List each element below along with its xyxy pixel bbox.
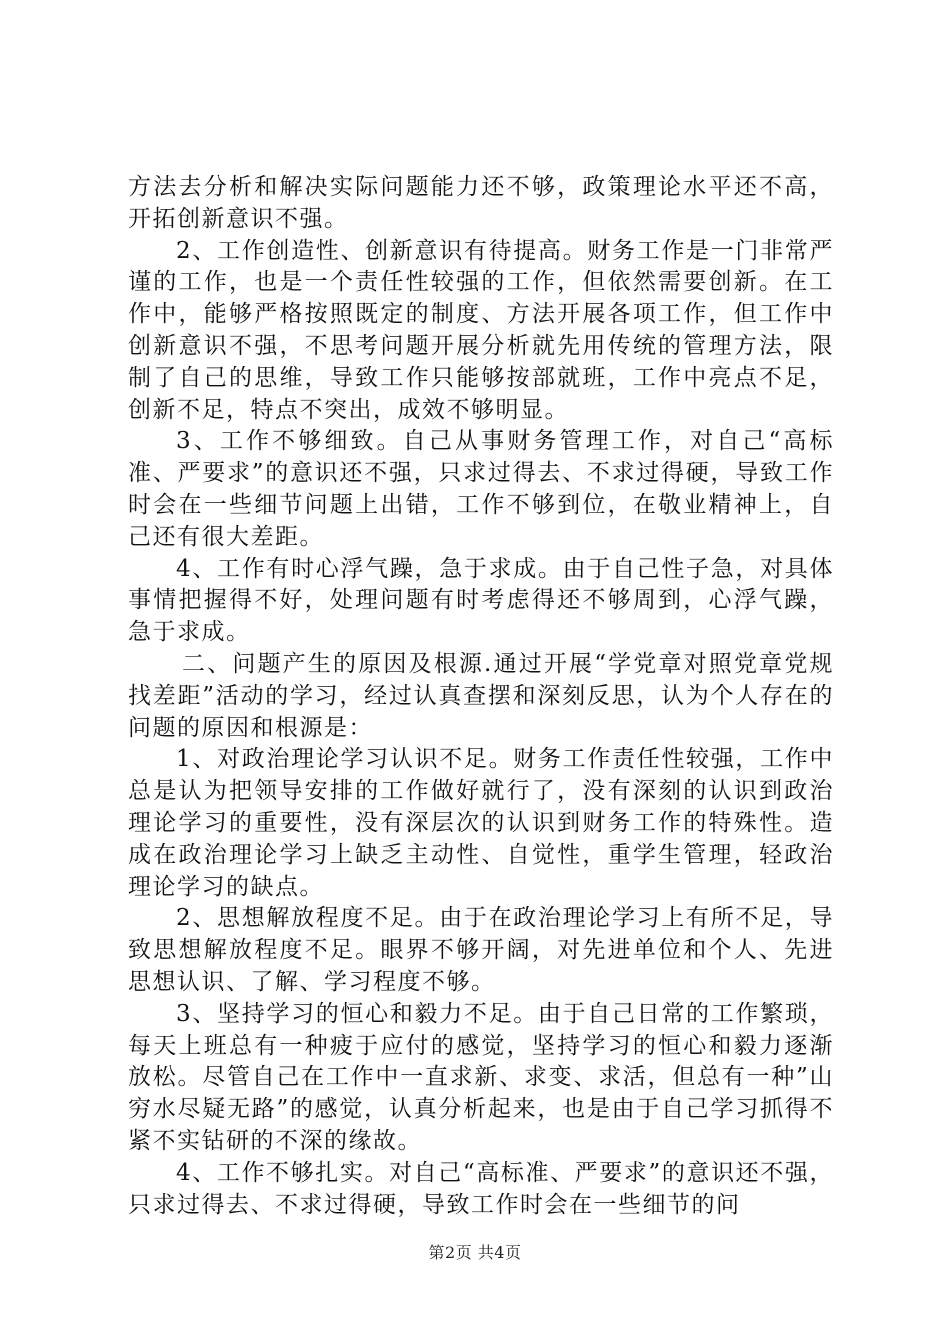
paragraph-cause-1-theory: 1、对政治理论学习认识不足。财务工作责任性较强，工作中总是认为把领导安排的工作做好就行了，没有深刻的认识到政治理论学习的重要性，没有深层次的认识到财务工作的特殊性。造成在政治理论学习上缺乏主动性、自觉性，重学生管理，轻政治理论学习的缺点。 (128, 746, 834, 900)
page-number-footer: 第2页 共4页 (428, 1243, 522, 1262)
paragraph-point-2-innovation: 2、工作创造性、创新意识有待提高。财务工作是一门非常严谨的工作，也是一个责任性较强的工作，但依然需要创新。在工作中，能够严格按照既定的制度、方法开展各项工作，但工作中创新意识不强，不思考问题开展分析就先用传统的管理方法，限制了自己的思维，导致工作只能够按部就班，工作中亮点不足，创新不足，特点不突出，成效不够明显。 (128, 237, 834, 423)
paragraph-cause-4-solidity: 4、工作不够扎实。对自己“高标准、严要求”的意识还不强，只求过得去、不求过得硬，导致工作时会在一些细节的问 (128, 1159, 834, 1218)
paragraph-section-2-causes: 二、问题产生的原因及根源.通过开展“学党章对照党章党规找差距”活动的学习，经过认真查摆和深刻反思，认为个人存在的问题的原因和根源是： (128, 650, 834, 741)
paragraph-point-3-detail: 3、工作不够细致。自己从事财务管理工作，对自己“高标准、严要求”的意识还不强，只求过得去、不求过得硬，导致工作时会在一些细节问题上出错，工作不够到位，在敬业精神上，自己还有很大差距。 (128, 428, 834, 550)
paragraph-continuation: 方法去分析和解决实际问题能力还不够，政策理论水平还不高，开拓创新意识不强。 (128, 174, 834, 232)
paragraph-cause-3-perseverance: 3、坚持学习的恒心和毅力不足。由于自己日常的工作繁琐，每天上班总有一种疲于应付的感觉，坚持学习的恒心和毅力逐渐放松。尽管自己在工作中一直求新、求变、求活，但总有一种”山穷水尽疑无路”的感觉，认真分析起来，也是由于自己学习抓得不紧不实钻研的不深的缘故。 (128, 1000, 834, 1154)
document-body (128, 172, 834, 1221)
paragraph-point-4-impatience: 4、工作有时心浮气躁，急于求成。由于自己性子急，对具体事情把握得不好，处理问题有时考虑得还不够周到，心浮气躁，急于求成。 (128, 555, 834, 646)
paragraph-cause-2-thinking: 2、思想解放程度不足。由于在政治理论学习上有所不足，导致思想解放程度不足。眼界不够开阔，对先进单位和个人、先进思想认识、了解、学习程度不够。 (128, 905, 834, 995)
